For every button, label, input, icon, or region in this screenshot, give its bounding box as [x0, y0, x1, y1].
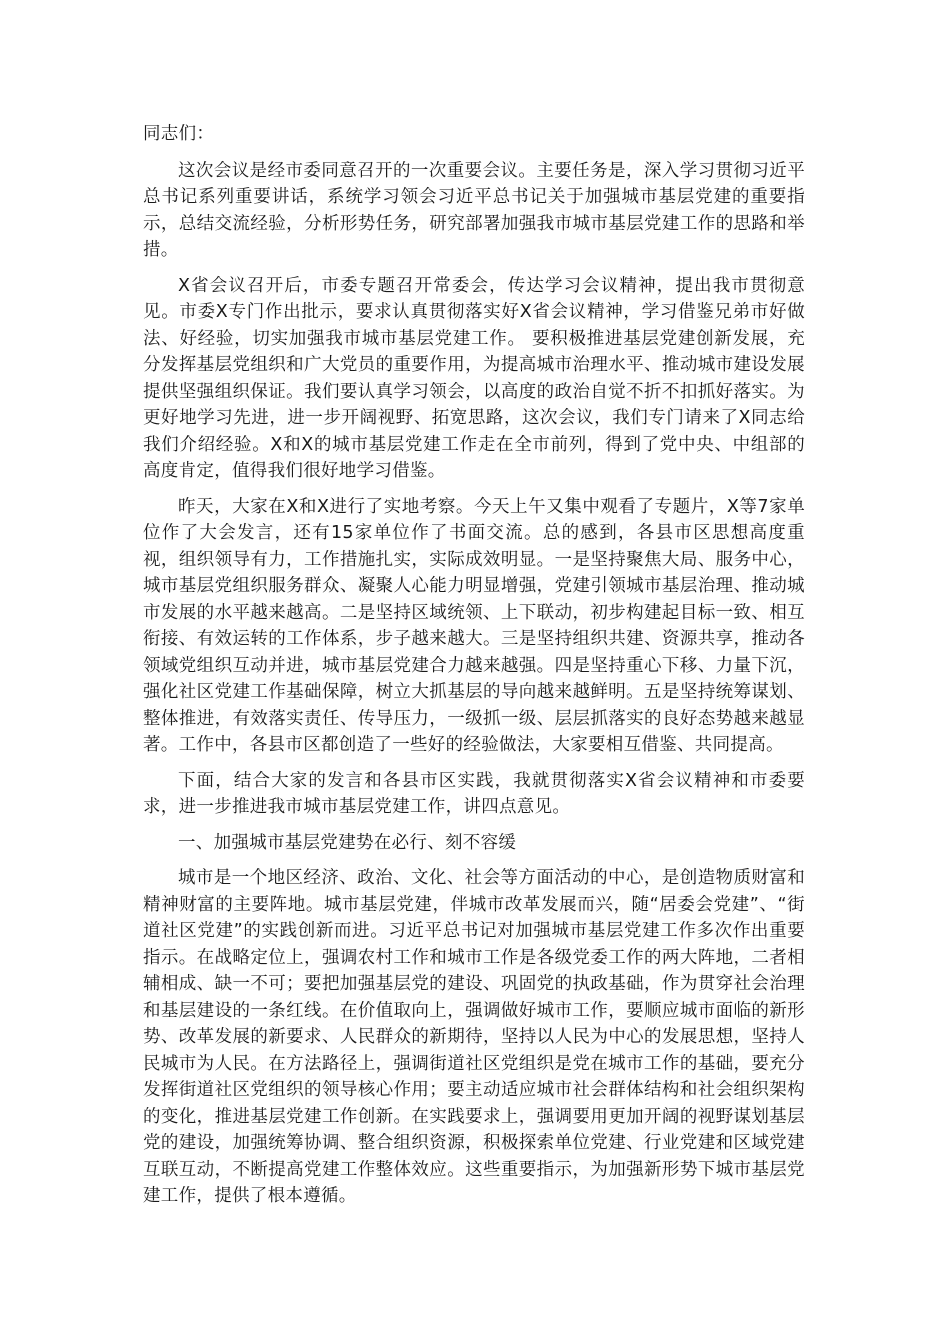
paragraph-city-party-building: 城市是一个地区经济、政治、文化、社会等方面活动的中心，是创造物质财富和精神财富的主要阵地。城市基层党建，伴城市改革发展而兴，随“居委会党建”、“街道社区党建”的实践创新而进。习近平总书记对加强城市基层党建工作多次作出重要指示。在战略定位上，强调农村工作和城市工作是各级党委工作的两大阵地，二者相辅相成、缺一不可；要把加强基层党的建设、巩固党的执政基础，作为贯穿社会治理和基层建设的一条红线。在价值取向上，强调做好城市工作，要顺应城市面临的新形势、改革发展的新要求、人民群众的新期待，坚持以人民为中心的发展思想，坚持人民城市为人民。在方法路径上，强调街道社区党组织是党在城市工作的基础，要充分发挥街道社区党组织的领导核心作用；要主动适应城市社会群体结构和社会组织架构的变化，推进基层党建工作创新。在实践要求上，强调要用更加开阔的视野谋划基层党的建设，加强统筹协调、整合组织资源，积极探索单位党建、行业党建和区域党建互联互动，不断提高党建工作整体效应。这些重要指示，为加强新形势下城市基层党建工作，提供了根本遵循。 — [143, 868, 805, 1206]
salutation: 同志们： — [143, 124, 215, 144]
document-page — [143, 121, 805, 1219]
paragraph-opening: 这次会议是经市委同意召开的一次重要会议。主要任务是，深入学习贯彻习近平总书记系列重要讲话，系统学习领会习近平总书记关于加强城市基层党建的重要指示，总结交流经验，分析形势任务，研究部署加强我市城市基层党建工作的思路和举措。 — [143, 160, 805, 260]
section-heading-1: 一、加强城市基层党建势在必行、刻不容缓 — [178, 832, 517, 853]
paragraph-four-opinions: 下面，结合大家的发言和各县市区实践，我就贯彻落实X省会议精神和市委要求，进一步推进我市城市基层党建工作，讲四点意见。 — [143, 770, 805, 817]
paragraph-field-inspection: 昨天，大家在X和X进行了实地考察。今天上午又集中观看了专题片，X等7家单位作了大会发言，还有15家单位作了书面交流。总的感到，各县市区思想高度重视，组织领导有力，工作措施扎实，实际成效明显。一是坚持聚焦大局、服务中心，城市基层党组织服务群众、凝聚人心能力明显增强，党建引领城市基层治理、推动城市发展的水平越来越高。二是坚持区域统领、上下联动，初步构建起目标一致、相互衔接、有效运转的工作体系，步子越来越大。三是坚持组织共建、资源共享，推动各领域党组织互动并进，城市基层党建合力越来越强。四是坚持重心下移、力量下沉，强化社区党建工作基础保障，树立大抓基层的导向越来越鲜明。五是坚持统筹谋划、整体推进，有效落实责任、传导压力，一级抓一级、层层抓落实的良好态势越来越显著。工作中，各县市区都创造了一些好的经验做法，大家要相互借鉴、共同提高。 — [143, 496, 805, 755]
paragraph-provincial-meeting: X省会议召开后，市委专题召开常委会，传达学习会议精神，提出我市贯彻意见。市委X专门作出批示，要求认真贯彻落实好X省会议精神，学习借鉴兄弟市好做法、好经验，切实加强我市城市基层党建工作。 要积极推进基层党建创新发展，充分发挥基层党组织和广大党员的重要作用，为提高城市治理水平、推动城市建设发展提供坚强组织保证。我们要认真学习领会，以高度的政治自觉不折不扣抓好落实。为更好地学习先进，进一步开阔视野、拓宽思路，这次会议，我们专门请来了X同志给我们介绍经验。X和X的城市基层党建工作走在全市前列，得到了党中央、中组部的高度肯定，值得我们很好地学习借鉴。 — [143, 275, 805, 481]
